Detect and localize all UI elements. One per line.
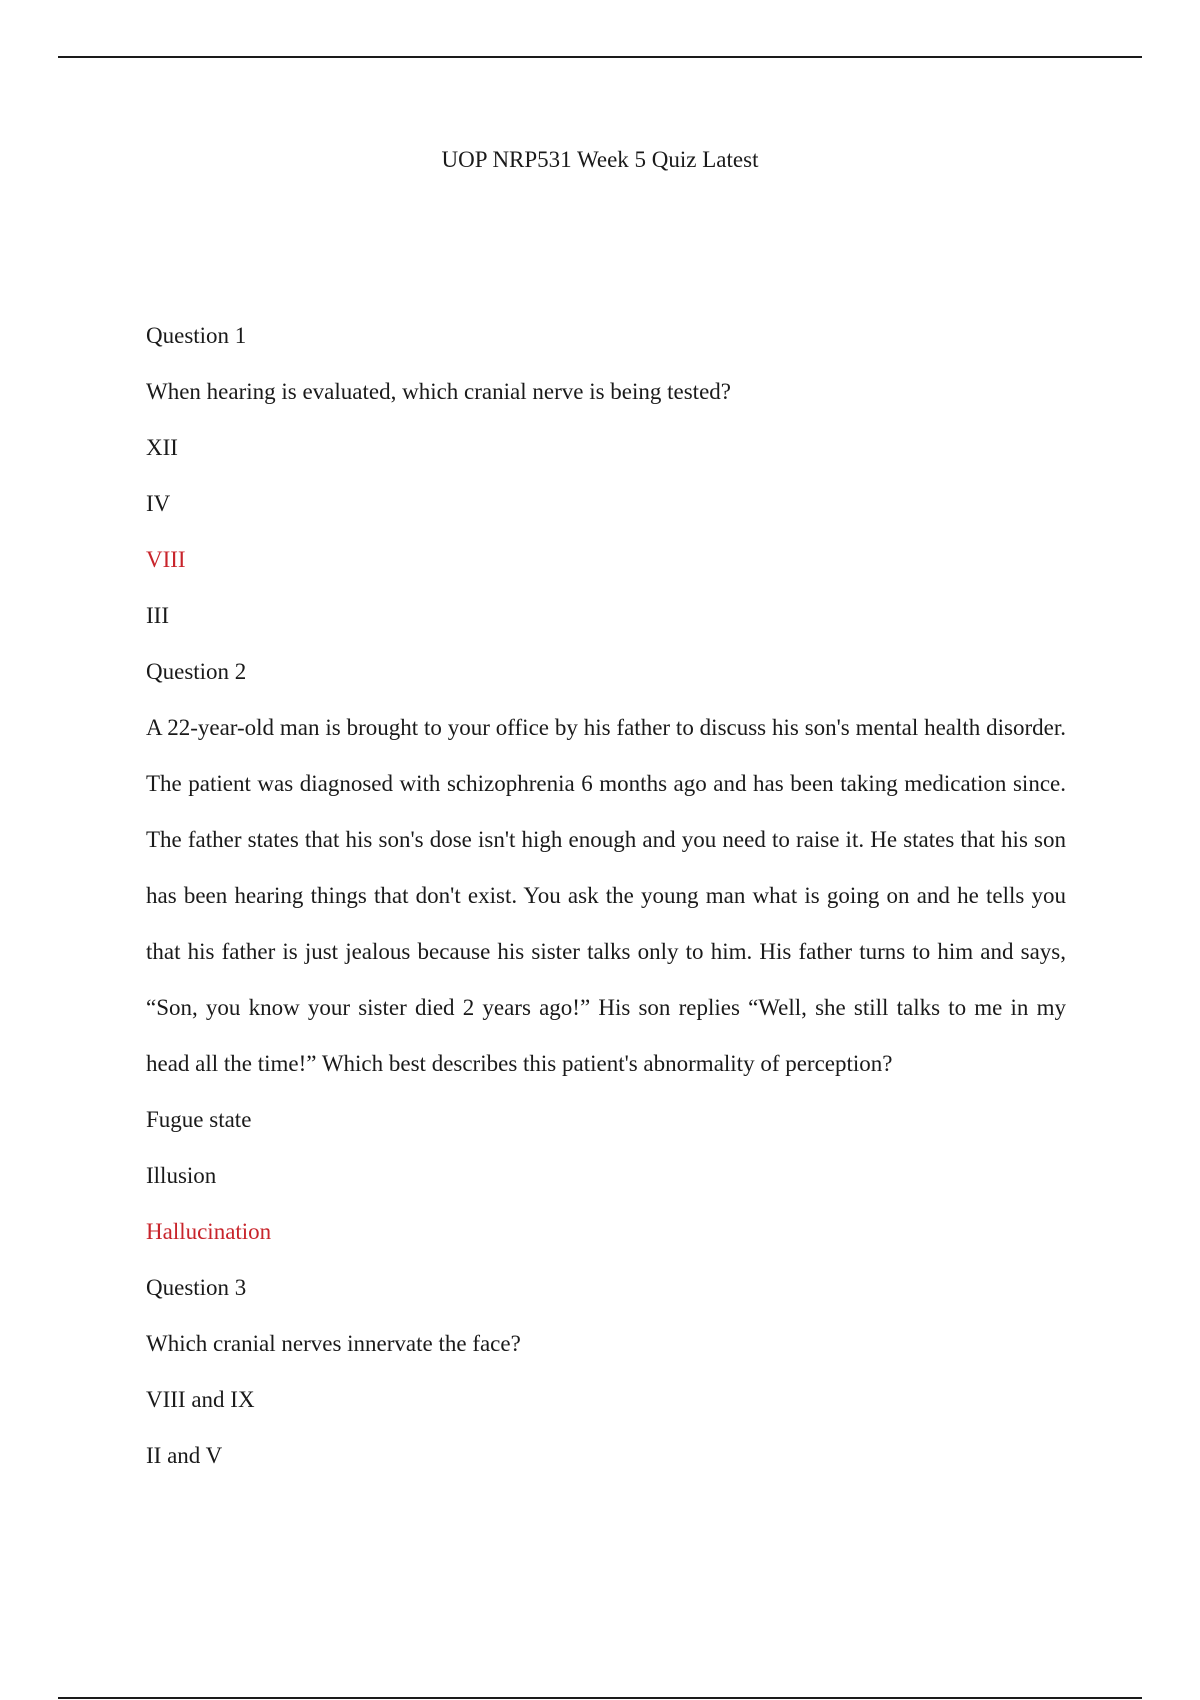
question-1-option-4: III xyxy=(146,603,169,628)
question-1-prompt: When hearing is evaluated, which cranial nerve is being tested? xyxy=(146,379,731,404)
question-1-option-3-correct-answer: VIII xyxy=(146,547,186,572)
quiz-content xyxy=(146,308,1066,1484)
question-2-option-2: Illusion xyxy=(146,1163,217,1188)
document-title: UOP NRP531 Week 5 Quiz Latest xyxy=(441,147,759,172)
top-rule xyxy=(58,56,1142,58)
question-1-option-1: XII xyxy=(146,435,178,460)
question-3-option-2: II and V xyxy=(146,1443,223,1468)
question-3-heading: Question 3 xyxy=(146,1275,247,1300)
question-2-prompt: A 22-year-old man is brought to your office by his father to discuss his son's mental health disorder. The patient was diagnosed with schizophrenia 6 months ago and has been taking medication since. The father states that his son's dose isn't high enough and you need to raise it. He states that his son has been hearing things that don't exist. You ask the young man what is going on and he tells you that his father is just jealous because his sister talks only to him. His father turns to him and says, “Son, you know your sister died 2 years ago!” His son replies “Well, she still talks to me in my head all the time!” Which best describes this patient's abnormality of perception? xyxy=(146,715,1066,1076)
question-1-option-2: IV xyxy=(146,491,171,516)
question-2-option-3-correct-answer: Hallucination xyxy=(146,1219,272,1244)
question-2-option-1: Fugue state xyxy=(146,1107,252,1132)
question-3-option-1: VIII and IX xyxy=(146,1387,255,1412)
bottom-rule xyxy=(58,1697,1142,1699)
question-2-heading: Question 2 xyxy=(146,659,247,684)
question-3-prompt: Which cranial nerves innervate the face? xyxy=(146,1331,521,1356)
question-1-heading: Question 1 xyxy=(146,323,247,348)
